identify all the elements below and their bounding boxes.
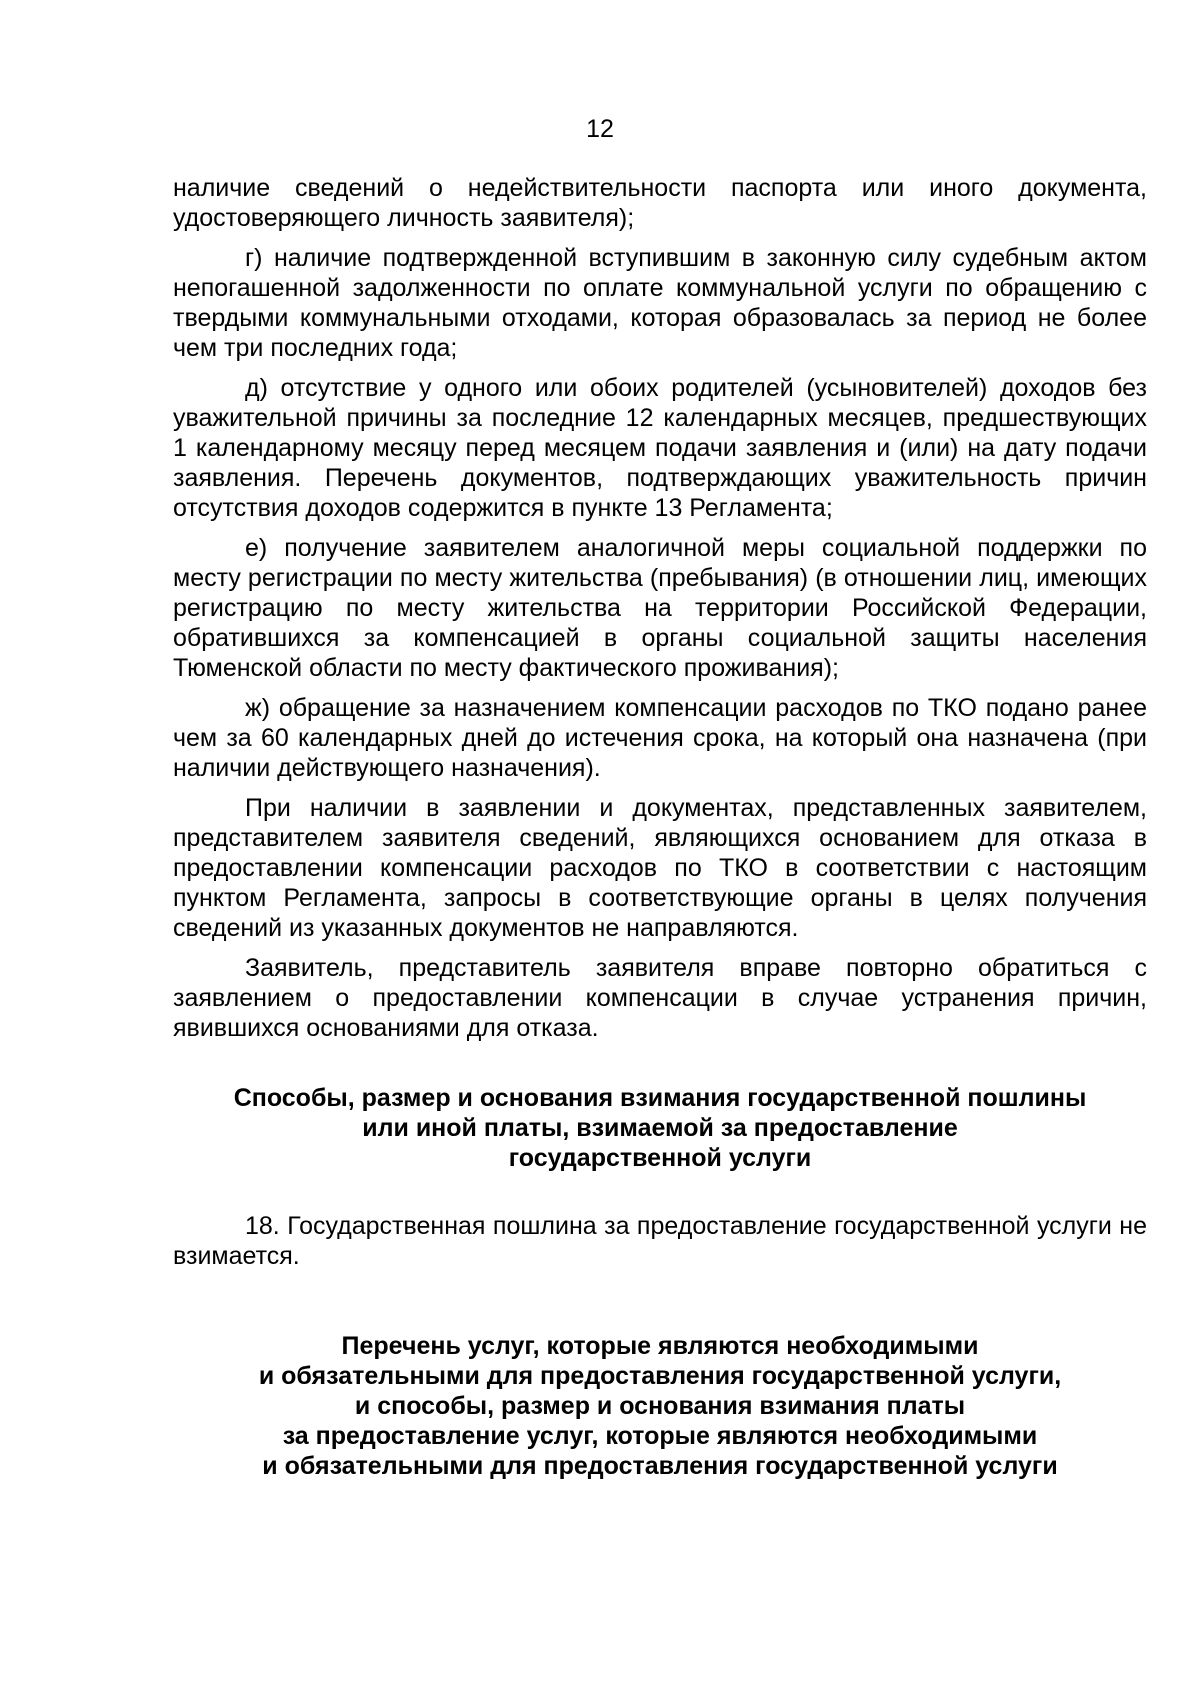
paragraph-18: 18. Государственная пошлина за предоставление государственной услуги не взимается. bbox=[173, 1212, 1147, 1270]
paragraph-item-g: г) наличие подтвержденной вступившим в законную силу судебным актом непогашенной задолженности по оплате коммунальной услуги по обращению с твердыми коммунальными отходами, которая образовалась за период не более чем три последних года; bbox=[173, 244, 1147, 362]
heading-line: за предоставление услуг, которые являются необходимыми bbox=[282, 1422, 1038, 1450]
heading-line: и способы, размер и основания взимания платы bbox=[354, 1392, 966, 1420]
paragraph-item-e: е) получение заявителем аналогичной меры социальной поддержки по месту регистрации по месту жительства (пребывания) (в отношении лиц, имеющих регистрацию по месту жительства на территории Российской Федерации, обратившихся за компенсацией в органы социальной защиты населения Тюменской области по месту фактического проживания); bbox=[173, 534, 1147, 682]
paragraph-refusal-note: При наличии в заявлении и документах, представленных заявителем, представителем заявителя сведений, являющихся основанием для отказа в предоставлении компенсации расходов по ТКО в соответствии с настоящим пунктом Регламента, запросы в соответствующие органы в целях получения сведений из указанных документов не направляются. bbox=[173, 794, 1147, 942]
section-heading-services bbox=[173, 1331, 1147, 1481]
heading-line: Перечень услуг, которые являются необходимыми bbox=[341, 1332, 979, 1360]
paragraph-continuation: наличие сведений о недействительности паспорта или иного документа, удостоверяющего личность заявителя); bbox=[173, 174, 1147, 232]
heading-line: или иной платы, взимаемой за предоставление bbox=[362, 1114, 958, 1142]
paragraph-item-d: д) отсутствие у одного или обоих родителей (усыновителей) доходов без уважительной причины за последние 12 календарных месяцев, предшествующих 1 календарному месяцу перед месяцем подачи заявления и (или) на дату подачи заявления. Перечень документов, подтверждающих уважительность причин отсутствия доходов содержится в пункте 13 Регламента; bbox=[173, 374, 1147, 522]
heading-line: Способы, размер и основания взимания государственной пошлины bbox=[233, 1084, 1087, 1112]
paragraph-item-zh: ж) обращение за назначением компенсации расходов по ТКО подано ранее чем за 60 календарных дней до истечения срока, на который она назначена (при наличии действующего назначения). bbox=[173, 694, 1147, 782]
heading-line: и обязательными для предоставления государственной услуги bbox=[262, 1452, 1058, 1480]
heading-line: государственной услуги bbox=[508, 1144, 812, 1172]
section-heading-fees bbox=[173, 1083, 1147, 1173]
paragraph-reapply: Заявитель, представитель заявителя вправе повторно обратиться с заявлением о предоставлении компенсации в случае устранения причин, явившихся основаниями для отказа. bbox=[173, 954, 1147, 1042]
document-body bbox=[173, 173, 1147, 1481]
heading-line: и обязательными для предоставления государственной услуги, bbox=[258, 1362, 1062, 1390]
page-number: 12 bbox=[586, 115, 614, 143]
